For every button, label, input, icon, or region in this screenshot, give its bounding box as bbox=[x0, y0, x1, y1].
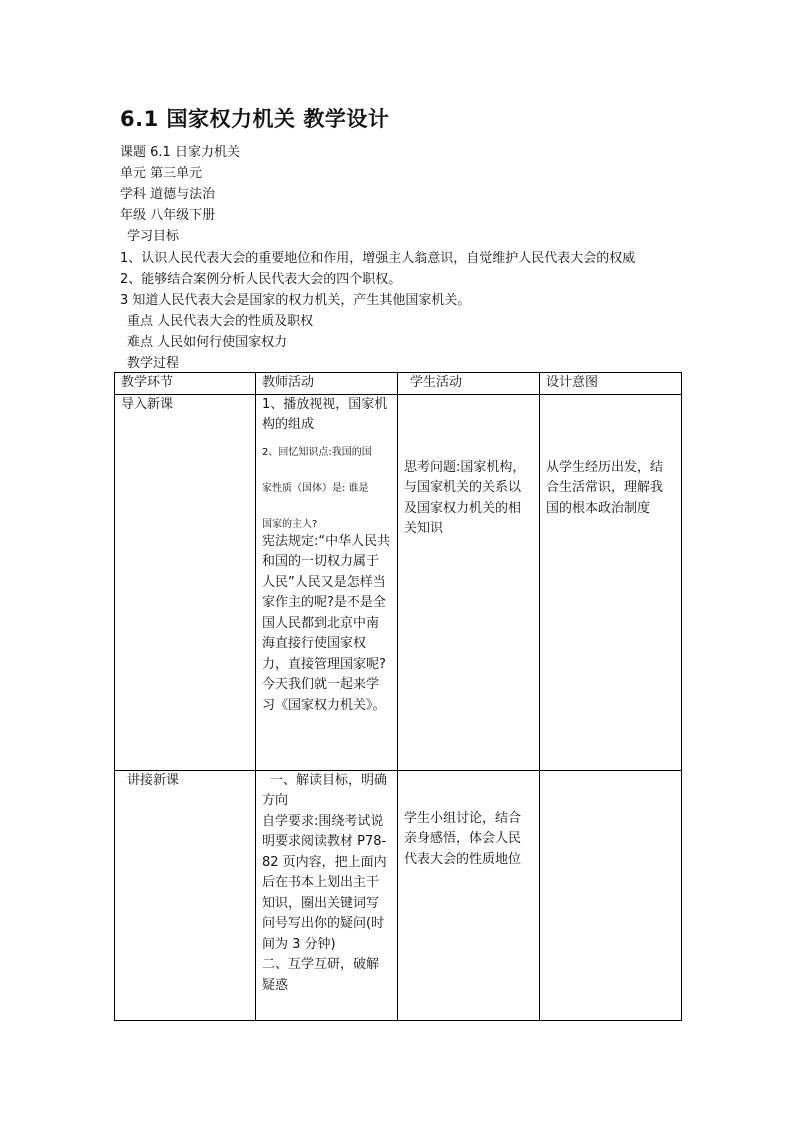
grade-line: 年级 八年级下册 bbox=[120, 208, 216, 223]
table-header-row bbox=[115, 373, 682, 395]
goal-item-2: 2、能够结合案例分析人民代表大会的四个职权。 bbox=[120, 272, 402, 287]
row1-teacher-c: 宪法规定:“中华人民共和国的一切权力属于人民”人民又是怎样当家作主的呢?是不是全国人民都到北京中南海直接行使国家权力，直接管理国家呢? bbox=[262, 533, 391, 672]
row1-teacher-cell bbox=[256, 394, 398, 770]
row1-student: 思考问题:国家机构，与国家机关的关系以及国家权力机关的相关知识 bbox=[404, 459, 526, 536]
header-teacher: 教师活动 bbox=[256, 373, 398, 395]
row1-stage: 导入新课 bbox=[115, 394, 256, 770]
row2-student-cell bbox=[398, 770, 540, 1020]
row1-teacher-a: 1、播放视视，国家机构的组成 bbox=[262, 396, 388, 432]
goal-item-3: 3 知道人民代表大会是国家的权力机关，产生其他国家机关。 bbox=[120, 293, 471, 308]
row1-teacher-b1: 2、回忆知识点:我国的国 bbox=[262, 446, 372, 458]
row1-teacher-d: 今天我们就一起来学习《国家权力机关》。 bbox=[262, 677, 386, 713]
lesson-topic: 课题 6.1 日家力机关 bbox=[120, 145, 240, 160]
row2-stage: 讲接新课 bbox=[115, 770, 256, 1020]
document-title: 6.1 国家权力机关 教学设计 bbox=[120, 107, 390, 131]
row1-student-cell bbox=[398, 394, 540, 770]
header-stage: 教学环节 bbox=[115, 373, 256, 395]
subject-line: 学科 道德与法治 bbox=[120, 187, 216, 202]
row1-teacher-b3: 国家的主人? bbox=[262, 518, 318, 530]
row2-teacher-cell bbox=[256, 770, 398, 1020]
row2-teacher-b: 自学要求:围绕考试说明要求阅读教材 P78-82 页内容，把上面内后在书本上划出主干知识，圈出关键词写问号写出你的疑问(时间为 3 分钟) bbox=[262, 813, 387, 952]
row2-teacher-a: 一、解读目标，明确方向 bbox=[262, 772, 388, 808]
row1-teacher-b2: 家性质（国体）是: 谁是 bbox=[262, 482, 369, 494]
teaching-process-table bbox=[114, 372, 682, 1021]
table-row bbox=[115, 770, 682, 1020]
goals-heading: 学习目标 bbox=[127, 229, 180, 244]
row1-intent-cell bbox=[540, 394, 682, 770]
difficulty: 难点 人民如何行使国家权力 bbox=[127, 335, 288, 350]
goal-item-1: 1、认识人民代表大会的重要地位和作用，增强主人翁意识，自觉维护人民代表大会的权威 bbox=[120, 251, 636, 266]
key-point: 重点 人民代表大会的性质及职权 bbox=[127, 314, 314, 329]
process-heading: 教学过程 bbox=[127, 356, 180, 371]
header-student: 学生活动 bbox=[398, 373, 540, 395]
row1-intent: 从学生经历出发，结合生活常识，理解我国的根本政治制度 bbox=[546, 459, 664, 516]
row2-intent-cell bbox=[540, 770, 682, 1020]
row2-student: 学生小组讨论，结合亲身感悟，体会人民代表大会的性质地位 bbox=[404, 810, 522, 867]
table-row bbox=[115, 394, 682, 770]
unit-line: 单元 第三单元 bbox=[120, 166, 203, 181]
row2-teacher-c: 二、互学互研，破解疑惑 bbox=[262, 957, 380, 993]
header-intent: 设计意图 bbox=[540, 373, 682, 395]
